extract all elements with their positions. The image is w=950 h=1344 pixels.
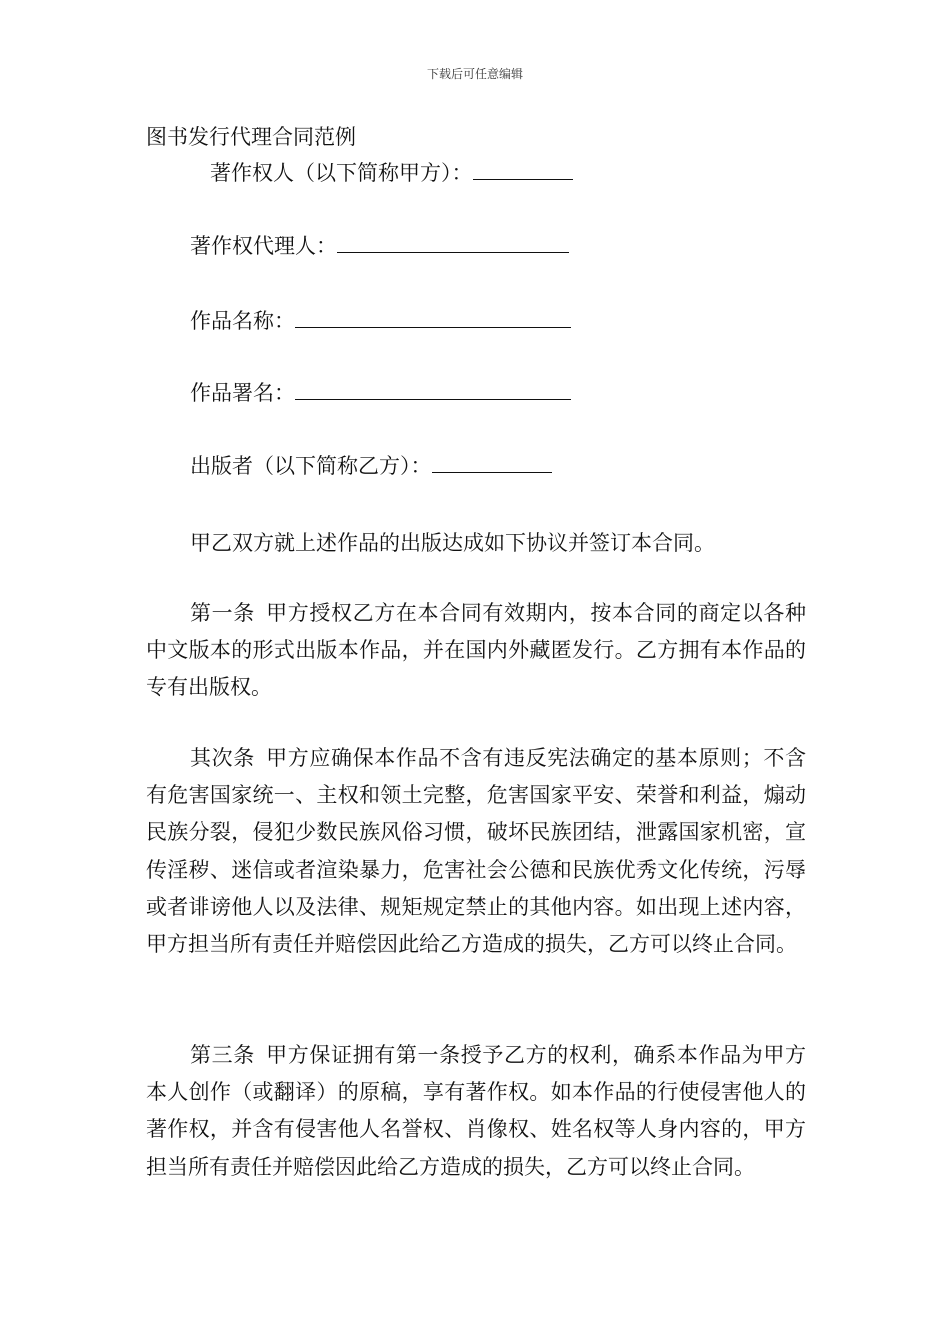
field-label: 出版者（以下简称乙方）： <box>190 454 432 478</box>
copyright-holder-field <box>210 158 573 188</box>
work-title-blank <box>295 307 571 328</box>
header-note: 下载后可任意编辑 <box>426 67 523 81</box>
field-label: 作品名称： <box>190 309 295 333</box>
intro-paragraph: 甲乙双方就上述作品的出版达成如下协议并签订本合同。 <box>190 531 715 555</box>
field-label: 著作权人（以下简称甲方）： <box>210 161 473 185</box>
publisher-blank <box>432 452 552 473</box>
article-label: 第一条 <box>190 601 255 625</box>
article-label: 第三条 <box>190 1043 255 1067</box>
field-label: 作品署名： <box>190 381 295 405</box>
copyright-agent-field <box>190 231 569 261</box>
work-byline-field <box>190 378 571 408</box>
work-title-field <box>190 306 571 336</box>
article-text: 甲方授权乙方在本合同有效期内，按本合同的商定以各种中文版本的形式出版本作品，并在国内外藏匿发行。乙方拥有本作品的专有出版权。 <box>146 601 806 700</box>
article-1 <box>146 595 806 707</box>
field-label: 著作权代理人： <box>190 234 337 258</box>
document-title: 图书发行代理合同范例 <box>146 125 356 149</box>
article-label: 其次条 <box>190 746 255 770</box>
copyright-agent-blank <box>337 232 569 253</box>
copyright-holder-blank <box>473 159 573 180</box>
work-byline-blank <box>295 379 571 400</box>
article-3 <box>146 1037 806 1186</box>
article-text: 甲方应确保本作品不含有违反宪法确定的基本原则；不含有危害国家统一、主权和领土完整，危害国家平安、荣誉和利益，煽动民族分裂，侵犯少数民族风俗习惯，破坏民族团结，泄露国家机密，宣传淫秽、迷信或者渲染暴力，危害社会公德和民族优秀文化传统，污辱或者诽谤他人以及法律、规矩规定禁止的其他内容。如出现上述内容，甲方担当所有责任并赔偿因此给乙方造成的损失，乙方可以终止合同。 <box>146 746 806 957</box>
article-text: 甲方保证拥有第一条授予乙方的权利，确系本作品为甲方本人创作（或翻译）的原稿，享有著作权。如本作品的行使侵害他人的著作权，并含有侵害他人名誉权、肖像权、姓名权等人身内容的，甲方担当所有责任并赔偿因此给乙方造成的损失，乙方可以终止合同。 <box>146 1043 806 1179</box>
article-2 <box>146 740 806 963</box>
publisher-field <box>190 451 552 481</box>
